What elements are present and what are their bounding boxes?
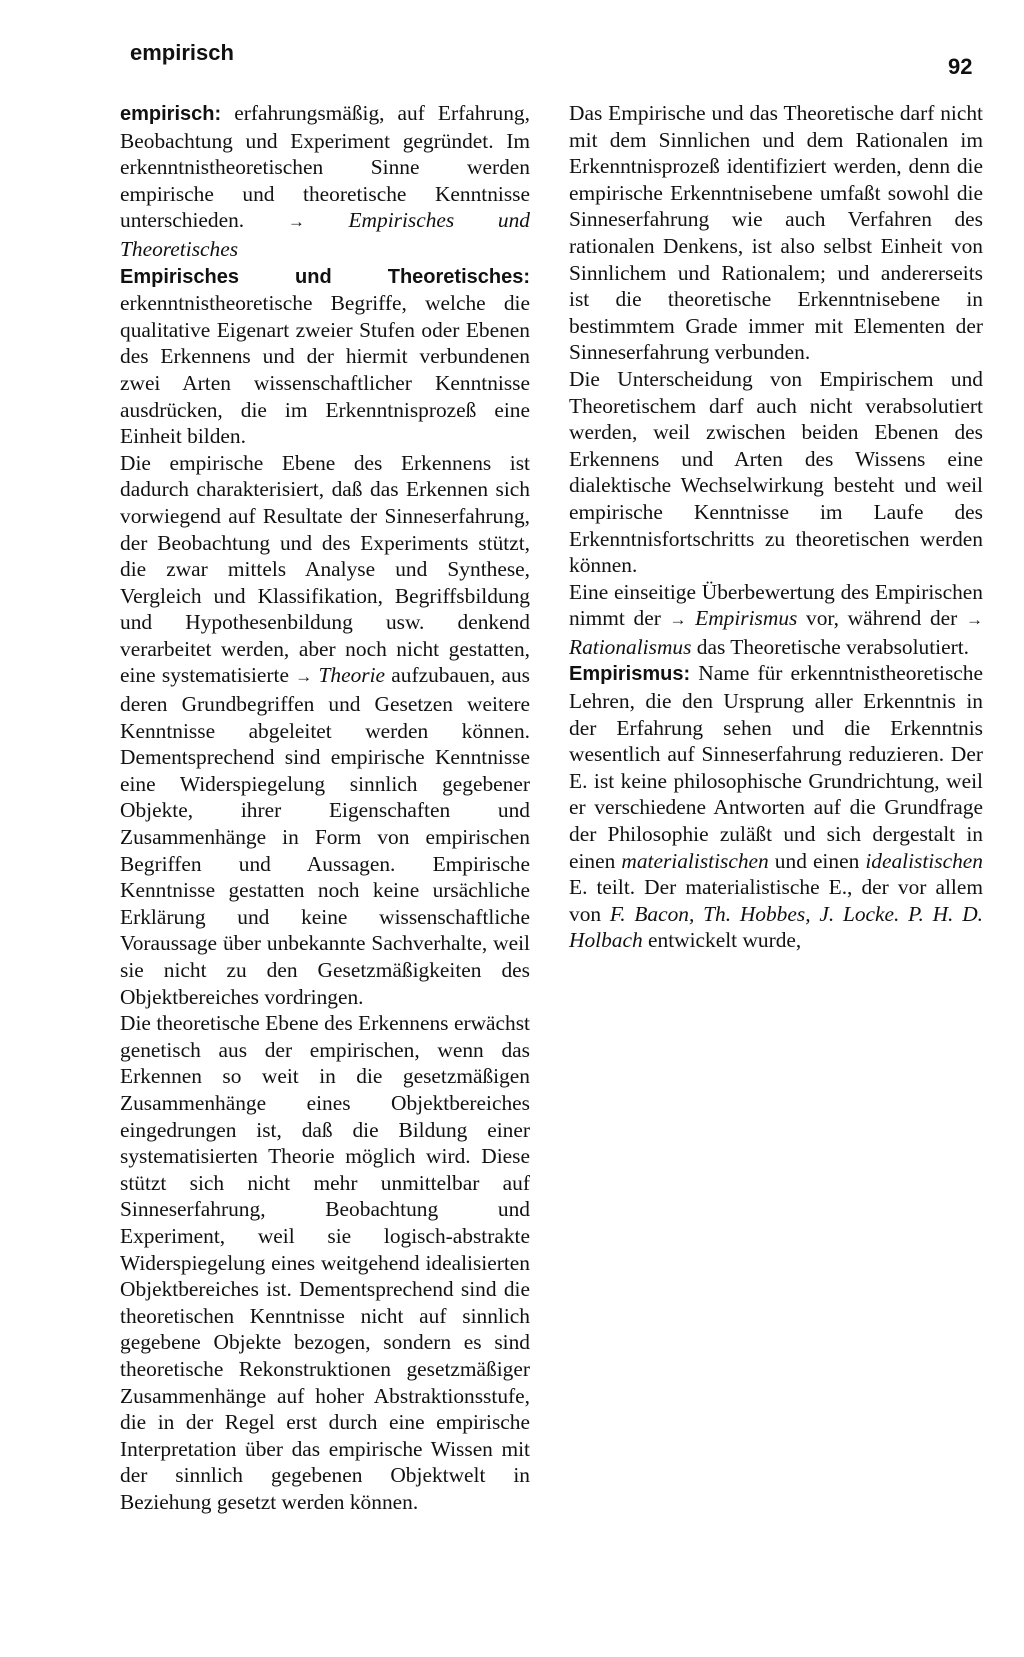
cross-reference-arrow-icon: →	[965, 610, 983, 630]
left-column	[120, 100, 530, 1515]
entry-empirisch	[120, 100, 530, 263]
paragraph-text: aufzubauen, aus deren Grundbegriffen und Gesetzen weitere Kenntnisse abgeleitet werden können. Dementsprechend sind empirische Kenntnisse eine Widerspiegelung sinnlich gegebener Objekte, ihrer Eigenschaften und Zusammenhänge in Form von empirischen Begriffen und Aussagen. Empirische Kenntnisse gestatten noch keine ursächliche Erklärung und keine wissenschaftliche Voraussage über unbekannte Sachverhalte, weil sie nicht zu den Gesetzmäßigkeiten des Objektbereiches vordringen.	[120, 663, 530, 1009]
definition-text: und einen	[774, 848, 860, 873]
page-number: 92	[948, 54, 973, 79]
entry-empirisches-paragraph-6	[569, 579, 983, 661]
paragraph-text: das Theoretische verabsolutiert.	[696, 634, 970, 659]
paragraph-text: Die theoretische Ebene des Erkennens erwächst genetisch aus der empirischen, wenn das Erkennen so weit in die gesetzmäßigen Zusammenhänge eines Objektbereiches eingedrungen ist, daß die Bildung einer systematisierten Theorie möglich wird. Diese stützt sich nicht mehr unmittelbar auf Sinneserfahrung, Beobachtung und Experiment, weil sie logisch-abstrakte Widerspiegelung eines weitgehend idealisierten Objektbereiches ist. Dementsprechend sind die theoretischen Kenntnisse nicht auf sinnlich gegebene Objekte bezogen, sondern es sind theoretische Rekonstruktionen gesetzmäßiger Zusammenhänge auf hoher Abstraktionsstufe, die in der Regel erst durch eine empirische Interpretation über das empirische Wissen mit der sinnlich gegebenen Objektwelt in Beziehung gesetzt werden können.	[120, 1011, 530, 1514]
running-header: empirisch	[130, 40, 234, 65]
philosopher-names: F. Bacon, Th. Hobbes, J. Locke. P. H. D. Holbach	[569, 901, 983, 953]
emphasis-term: materialistischen	[621, 848, 769, 873]
emphasis-term: idealistischen	[865, 848, 983, 873]
cross-reference-arrow-icon: →	[287, 212, 305, 232]
definition-text: Name für erkenntnistheoretische Lehren, die den Ursprung aller Erkenntnis in der Erfahrung sehen und die Erkenntnis wesentlich auf Sinneserfahrung reduzieren. Der E. ist keine philosophische Grundrichtung, weil er verschiedene Antworten auf die Grundfrage der Philosophie zuläßt und sich dergestalt in einen	[569, 661, 983, 873]
headword-empirisch: empirisch:	[120, 103, 222, 125]
cross-reference-arrow-icon: →	[295, 667, 313, 687]
headword-empirismus: Empirismus:	[569, 663, 691, 686]
cross-reference-link[interactable]: Empirismus	[695, 606, 798, 631]
cross-reference-link[interactable]: Theorie	[318, 663, 386, 688]
paragraph-text: Das Empirische und das Theoretische darf nicht mit dem Sinnlichen und dem Rationalen im Erkenntnisprozeß identifiziert werden, denn die empirische Erkenntnisebene umfaßt sowohl die Sinneserfahrung wie auch Verfahren des rationalen Denkens, ist also selbst Einheit von Sinnlichem und Rationalem; und andererseits ist die theoretische Erkenntnisebene in bestimmtem Grade immer mit Elementen der Sinneserfahrung verbunden.	[569, 101, 983, 365]
cross-reference-link[interactable]: Empirisches und Theoretisches	[120, 208, 530, 261]
entry-empirismus	[569, 660, 983, 954]
entry-empirisches-paragraph-3	[120, 1010, 530, 1515]
definition-text: E. teilt. Der materialistische E., der vor allem von	[569, 875, 983, 926]
entry-empirisches-paragraph-1	[120, 263, 530, 450]
definition-text: erfahrungsmäßig, auf Erfahrung, Beobachtung und Experiment gegründet. Im erkenntnistheoretischen Sinne werden empirische und theoretische Kenntnisse unterschieden.	[120, 101, 530, 233]
headword-empirisches-und-theoretisches: Empirisches und Theoretisches:	[120, 265, 530, 288]
definition-text: entwickelt wurde,	[648, 928, 802, 953]
entry-empirisches-paragraph-4	[569, 100, 983, 366]
definition-text: erkenntnistheoretische Begriffe, welche die qualitative Eigenart zweier Stufen oder Ebenen des Erkennens und der hiermit verbundenen zwei Arten wissenschaftlicher Kenntnisse ausdrücken, die im Erkenntnisprozeß eine Einheit bilden.	[120, 291, 530, 449]
paragraph-text: Die empirische Ebene des Erkennens ist dadurch charakterisiert, daß das Erkennen sich vorwiegend auf Resultate der Sinneserfahrung, der Beobachtung und des Experiments stützt, die zwar mittels Analyse und Synthese, Vergleich und Klassifikation, Begriffsbildung und Hypothesenbildung usw. denkend verarbeitet werden, aber noch nicht gestatten, eine systematisierte	[120, 450, 530, 688]
paragraph-text: Eine einseitige Überbewertung des Empirischen nimmt der	[569, 579, 983, 631]
cross-reference-arrow-icon: →	[669, 610, 687, 630]
paragraph-text: vor, während der	[806, 606, 958, 631]
paragraph-text: Die Unterscheidung von Empirischem und Theoretischem darf auch nicht verabsolutiert werden, weil zwischen beiden Ebenen des Erkennens und Arten des Wissens eine dialektische Wechselwirkung besteht und weil empirische Kenntnisse im Laufe des Erkenntnisfortschritts zu theoretischen werden können.	[569, 366, 983, 578]
entry-empirisches-paragraph-5	[569, 366, 983, 579]
right-column	[569, 100, 983, 954]
entry-empirisches-paragraph-2	[120, 450, 530, 1010]
cross-reference-link[interactable]: Rationalismus	[569, 634, 692, 659]
